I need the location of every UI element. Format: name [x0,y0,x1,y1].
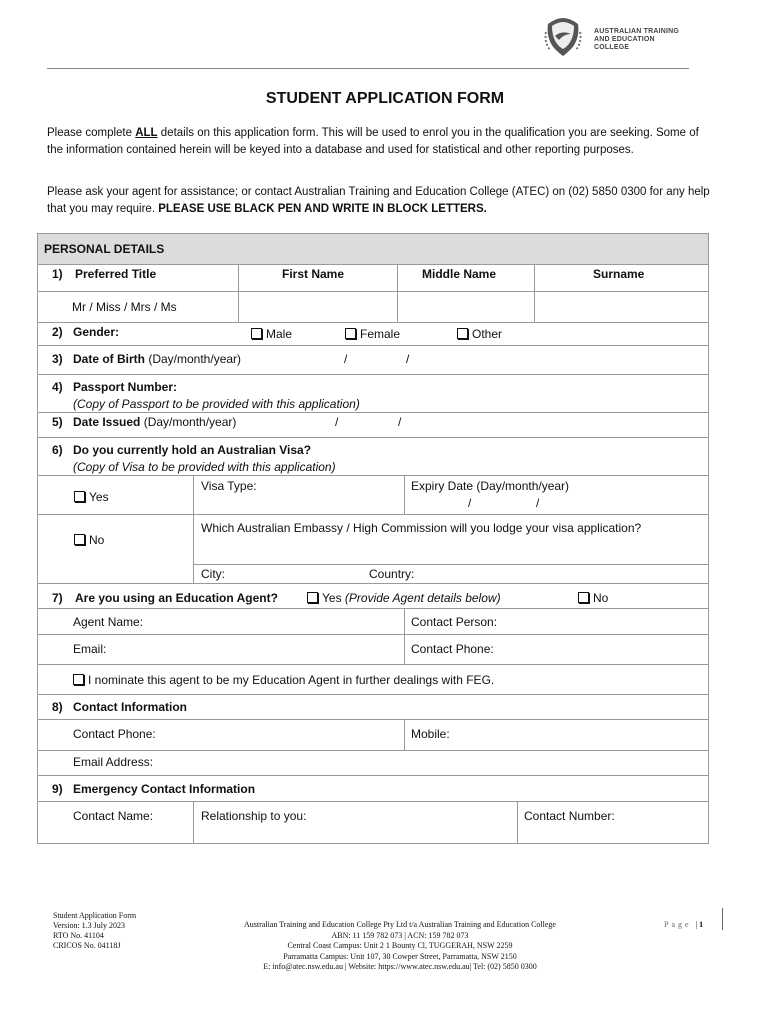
intro-p1-a: Please complete [47,127,136,139]
agent-phone-field[interactable]: Contact Phone: [411,642,494,656]
agent-name-field[interactable]: Agent Name: [73,615,144,629]
col-divider [238,264,239,322]
col-divider [534,264,535,322]
q6-number: 6) [52,443,63,457]
page-word: Page [664,920,692,929]
q2-label: Gender: [73,325,120,339]
page-number [664,920,703,929]
emergency-number-field[interactable]: Contact Number: [524,809,615,823]
q7-label: Are you using an Education Agent? [75,591,278,605]
q5-field[interactable] [73,415,236,429]
row-divider [193,564,708,565]
footer-abn: ABN: 11 159 782 073 | ACN: 159 782 073 [331,930,469,940]
q5-label: Date Issued [73,415,141,429]
form-title: STUDENT APPLICATION FORM [265,90,505,107]
q5-hint: (Day/month/year) [140,415,237,429]
q3-label: Date of Birth [73,352,145,366]
visa-no-option[interactable] [74,533,104,547]
checkbox-icon[interactable] [307,592,318,603]
row-divider [38,437,708,438]
footer-rule [722,908,723,930]
checkbox-icon[interactable] [74,534,85,545]
row-divider [38,664,708,665]
section-title: PERSONAL DETAILS [44,242,165,256]
gender-male-label: Male [266,327,293,341]
intro-p2-b: PLEASE USE BLACK PEN AND WRITE IN BLOCK LETTERS. [158,203,487,215]
agent-no-label: No [593,591,609,605]
dob-slash-2: / [406,352,410,366]
row-divider [38,608,708,609]
col-divider [193,801,194,843]
visa-no-label: No [89,533,105,547]
footer-version: Version: 1.3 July 2023 [53,921,125,930]
q4-number: 4) [52,380,63,394]
q8-label: Contact Information [73,700,187,714]
checkbox-icon[interactable] [73,674,84,685]
gender-female-label: Female [360,327,401,341]
agent-no-option[interactable] [578,591,608,605]
checkbox-icon[interactable] [74,491,85,502]
title-options[interactable]: Mr / Miss / Mrs / Ms [72,300,177,314]
expiry-slash-1: / [468,496,472,510]
q3-field[interactable] [73,352,241,366]
visa-yes-option[interactable] [74,490,109,504]
issued-slash-1: / [335,415,339,429]
gender-other-option[interactable] [457,327,502,341]
footer-contact: E: info@atec.nsw.edu.au | Website: https://www.atec.nsw.edu.au| Tel: (02) 5850 0300 [263,962,537,971]
visa-type-field[interactable]: Visa Type: [201,479,257,493]
header-rule [47,68,689,69]
agent-yes-option[interactable] [307,591,501,605]
page-separator: | [695,920,698,929]
q8-number: 8) [52,700,63,714]
col-divider [193,475,194,583]
intro-p1-b: details on this application form. This will be used to enrol you in the qualification you are seeking. Some of the information contained herein will be keyed into a database and used for statistical and other reporting purposes. [47,127,699,156]
q9-number: 9) [52,782,63,796]
q1-number: 1) [52,267,63,281]
footer-company: Australian Training and Education College Pty Ltd t/a Australian Training and Education College [244,920,556,929]
q3-number: 3) [52,352,63,366]
row-divider [38,291,708,292]
row-divider [38,412,708,413]
gender-female-option[interactable] [345,327,400,341]
agent-yes-label: Yes [322,591,342,605]
row-divider [38,801,708,802]
q1-label: Preferred Title [75,267,157,281]
contact-phone-field[interactable]: Contact Phone: [73,727,156,741]
embassy-question[interactable]: Which Australian Embassy / High Commission will you lodge your visa application? [201,521,642,535]
checkbox-icon[interactable] [251,328,262,339]
intro-p2-a: Please ask your agent for assistance; or contact Australian Training and Education College (ATEC) on (02) 5850 0300 for any help that you may require. [47,186,710,215]
row-divider [38,475,708,476]
q4-label[interactable]: Passport Number: [73,380,178,394]
row-divider [38,775,708,776]
personal-details-form [37,233,709,844]
visa-yes-label: Yes [89,490,109,504]
footer-campus-2: Parramatta Campus: Unit 107, 30 Cowper Street, Parramatta, NSW 2150 [283,951,517,961]
row-divider [38,719,708,720]
col-divider [404,719,405,750]
col-divider [404,475,405,514]
row-divider [38,322,708,323]
col-divider [404,608,405,664]
footer-campus-1: Central Coast Campus: Unit 2 1 Bounty Cl, TUGGERAH, NSW 2259 [287,941,513,950]
q2-number: 2) [52,325,63,339]
surname-header: Surname [593,267,645,281]
logo-text [594,28,680,52]
q4-note: (Copy of Passport to be provided with this application) [73,397,360,411]
row-divider [38,374,708,375]
country-field[interactable]: Country: [369,567,415,581]
emergency-name-field[interactable]: Contact Name: [73,809,154,823]
first-name-header: First Name [282,267,345,281]
checkbox-icon[interactable] [345,328,356,339]
visa-expiry-field[interactable]: Expiry Date (Day/month/year) [411,479,570,493]
footer-version-info [53,911,136,951]
q7-number: 7) [52,591,63,605]
col-divider [517,801,518,843]
agent-yes-note: (Provide Agent details below) [344,591,501,605]
intro-p1-all: ALL [135,127,158,139]
gender-male-option[interactable] [251,327,292,341]
row-divider [38,583,708,584]
nominate-agent-label: I nominate this agent to be my Education Agent in further dealings with FEG. [88,673,495,687]
contact-person-field[interactable]: Contact Person: [411,615,498,629]
footer-doc-name: Student Application Form [53,911,137,920]
intro-paragraph-1 [47,125,717,159]
page-num: 1 [699,920,704,929]
gender-other-label: Other [472,327,503,341]
footer-rto: RTO No. 41104 [53,931,104,940]
emergency-relationship-field[interactable]: Relationship to you: [201,809,307,823]
nominate-agent-option[interactable] [73,673,494,687]
college-logo [540,12,680,58]
q3-hint: (Day/month/year) [145,352,242,366]
footer-company-info [200,920,600,973]
expiry-slash-2: / [536,496,540,510]
logo-line-2: AND EDUCATION COLLEGE [594,36,655,51]
col-divider [397,264,398,322]
checkbox-icon[interactable] [578,592,589,603]
row-divider [38,694,708,695]
dob-slash-1: / [344,352,348,366]
row-divider [38,345,708,346]
laurel-shield-icon [540,12,586,58]
logo-line-1: AUSTRALIAN TRAINING [594,28,680,35]
email-address-field[interactable]: Email Address: [73,755,154,769]
agent-email-field[interactable]: Email: [73,642,107,656]
row-divider [38,514,708,515]
q9-label: Emergency Contact Information [73,782,256,796]
row-divider [38,750,708,751]
footer-cricos: CRICOS No. 04118J [53,941,121,950]
mobile-field[interactable]: Mobile: [411,727,450,741]
intro-paragraph-2 [47,184,717,218]
checkbox-icon[interactable] [457,328,468,339]
q6-note: (Copy of Visa to be provided with this application) [73,460,336,474]
middle-name-header: Middle Name [422,267,497,281]
row-divider [38,634,708,635]
q6-label: Do you currently hold an Australian Visa? [73,443,312,457]
issued-slash-2: / [398,415,402,429]
city-field[interactable]: City: [201,567,225,581]
q5-number: 5) [52,415,63,429]
